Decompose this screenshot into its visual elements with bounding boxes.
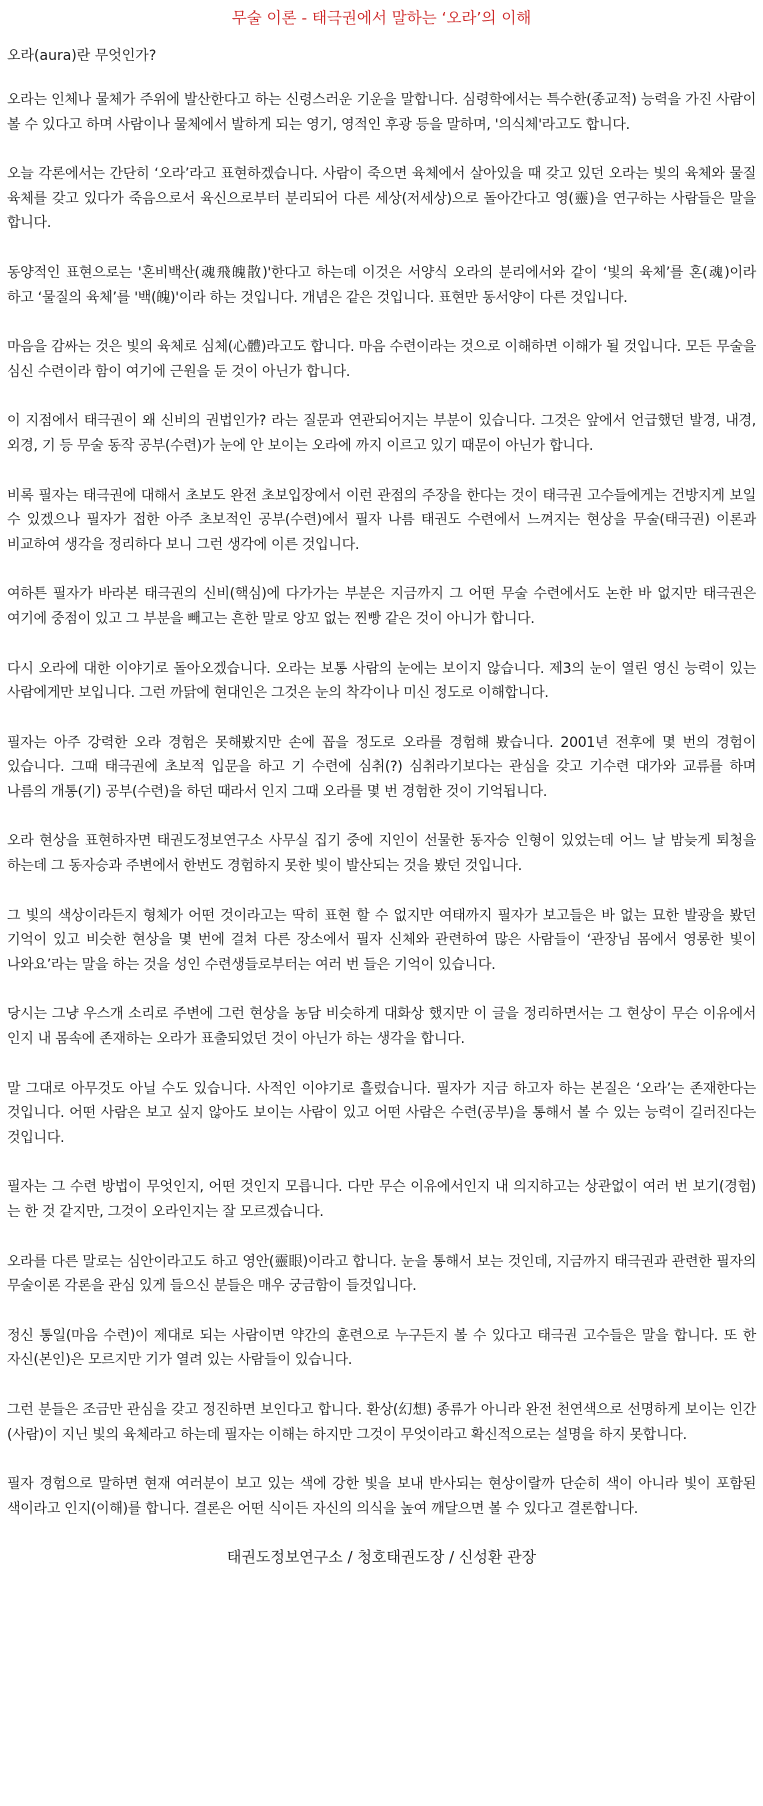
article-paragraph: 오늘 각론에서는 간단히 ‘오라’라고 표현하겠습니다. 사람이 죽으면 육체에서 살아있을 때 갖고 있던 오라는 빛의 육체와 물질 육체를 갖고 있다가 죽음으로서 육신으로부터 분리되어 다른 세상(저세상)으로 돌아간다고 영(靈)을 연구하는 사람들은 말을 합니다. — [7, 166, 756, 232]
article-paragraph: 비록 필자는 태극권에 대해서 초보도 완전 초보입장에서 이런 관점의 주장을 한다는 것이 태극권 고수들에게는 건방지게 보일 수 있겠으나 필자가 접한 아주 초보적인 공부(수련)에서 필자 나름 태권도 수련에서 느껴지는 현상을 무술(태극권) 이론과 비교하여 생각을 정리하다 보니 그런 생각에 이른 것입니다. — [7, 487, 756, 553]
article-paragraph: 마음을 감싸는 것은 빛의 육체로 심체(心體)라고도 합니다. 마음 수련이라는 것으로 이해하면 이해가 될 것입니다. 모든 무술을 심신 수련이라 함이 여기에 근원을 둔 것이 아닌가 합니다. — [7, 339, 756, 380]
article-paragraph: 말 그대로 아무것도 아닐 수도 있습니다. 사적인 이야기로 흘렀습니다. 필자가 지금 하고자 하는 본질은 ‘오라’는 존재한다는 것입니다. 어떤 사람은 보고 싶지 않아도 보이는 사람이 있고 어떤 사람은 수련(공부)을 통해서 볼 수 있는 능력이 길러진다는 것입니다. — [7, 1080, 756, 1146]
article-body — [7, 88, 756, 1521]
article-paragraph: 이 지점에서 태극권이 왜 신비의 권법인가? 라는 질문과 연관되어지는 부분이 있습니다. 그것은 앞에서 언급했던 발경, 내경, 외경, 기 등 무술 동작 공부(수련)가 눈에 안 보이는 오라에 까지 이르고 있기 때문이 아닌가 합니다. — [7, 413, 756, 454]
article-paragraph: 오라는 인체나 물체가 주위에 발산한다고 하는 신령스러운 기운을 말합니다. 심령학에서는 특수한(종교적) 능력을 가진 사람이 볼 수 있다고 하며 사람이나 물체에서 발하게 되는 영기, 영적인 후광 등을 말하며, '의식체'라고도 합니다. — [7, 92, 756, 133]
article-paragraph: 필자 경험으로 말하면 현재 여러분이 보고 있는 색에 강한 빛을 보내 반사되는 현상이랄까 단순히 색이 아니라 빛이 포함된 색이라고 인지(이해)를 합니다. 결론은 어떤 식이든 자신의 의식을 높여 깨달으면 볼 수 있다고 결론합니다. — [7, 1476, 756, 1517]
article-paragraph: 오라 현상을 표현하자면 태권도정보연구소 사무실 집기 중에 지인이 선물한 동자승 인형이 있었는데 어느 날 밤늦게 퇴청을 하는데 그 동자승과 주변에서 한번도 경험하지 못한 빛이 발산되는 것을 봤던 것입니다. — [7, 833, 756, 875]
article-paragraph: 그런 분들은 조금만 관심을 갖고 정진하면 보인다고 합니다. 환상(幻想) 종류가 아니라 완전 천연색으로 선명하게 보이는 인간(사람)이 지닌 빛의 육체라고 하는데 필자는 이해는 하지만 그것이 무엇이라고 확신적으로는 설명을 하지 못합니다. — [7, 1401, 756, 1443]
article-paragraph: 오라를 다른 말로는 심안이라고도 하고 영안(靈眼)이라고 합니다. 눈을 통해서 보는 것인데, 지금까지 태극권과 관련한 필자의 무술이론 각론을 관심 있게 들으신 분들은 매우 궁금함이 들것입니다. — [7, 1253, 756, 1295]
article-paragraph: 필자는 그 수련 방법이 무엇인지, 어떤 것인지 모릅니다. 다만 무슨 이유에서인지 내 의지하고는 상관없이 여러 번 보기(경험)는 한 것 같지만, 그것이 오라인지는 잘 모르겠습니다. — [7, 1179, 756, 1220]
author-signature: 태권도정보연구소 / 청호태권도장 / 신성환 관장 — [226, 1548, 537, 1567]
article-paragraph: 동양적인 표현으로는 '혼비백산(魂飛魄散)'한다고 하는데 이것은 서양식 오라의 분리에서와 같이 ‘빛의 육체’를 혼(魂)이라 하고 ‘물질의 육체’를 '백(魄)'이라 하는 것입니다. 개념은 같은 것입니다. 표현만 동서양이 다른 것입니다. — [7, 264, 756, 306]
article-title: 무술 이론 - 태극권에서 말하는 ‘오라’의 이해 — [231, 9, 532, 27]
article-paragraph: 필자는 아주 강력한 오라 경험은 못해봤지만 손에 꼽을 정도로 오라를 경험해 봤습니다. 2001년 전후에 몇 번의 경험이 있습니다. 그때 태극권에 초보적 입문을 하고 기 수련에 심취(?) 심취라기보다는 관심을 갖고 기수련 대가와 교류를 하며 나름의 개통(기) 공부(수련)을 하던 때라서 인지 그때 오라를 몇 번 경험한 것이 기억됩니다. — [7, 734, 756, 800]
article-paragraph: 당시는 그냥 우스개 소리로 주변에 그런 현상을 농담 비슷하게 대화상 했지만 이 글을 정리하면서는 그 현상이 무슨 이유에서 인지 내 몸속에 존재하는 오라가 표출되었던 것이 아닌가 하는 생각을 합니다. — [7, 1006, 756, 1048]
article-paragraph: 다시 오라에 대한 이야기로 돌아오겠습니다. 오라는 보통 사람의 눈에는 보이지 않습니다. 제3의 눈이 열린 영신 능력이 있는 사람에게만 보입니다. 그런 까닭에 현대인은 그것은 눈의 착각이나 미신 정도로 이해합니다. — [7, 660, 756, 702]
article-paragraph: 그 빛의 색상이라든지 형체가 어떤 것이라고는 딱히 표현 할 수 없지만 여태까지 필자가 보고들은 바 없는 묘한 발광을 봤던 기억이 있고 비슷한 현상을 몇 번에 걸쳐 다른 장소에서 필자 신체와 관련하여 많은 사람들이 ‘관장님 몸에서 영롱한 빛이 나와요’라는 말을 하는 것을 성인 수련생들로부터는 여러 번 들은 기억이 있습니다. — [7, 907, 756, 973]
article-question: 오라(aura)란 무엇인가? — [7, 48, 157, 64]
article-paragraph: 정신 통일(마음 수련)이 제대로 되는 사람이면 약간의 훈련으로 누구든지 볼 수 있다고 태극권 고수들은 말을 합니다. 또 한 자신(본인)은 모르지만 기가 열려 있는 사람들이 있습니다. — [7, 1327, 756, 1369]
article-paragraph: 여하튼 필자가 바라본 태극권의 신비(핵심)에 다가가는 부분은 지금까지 그 어떤 무술 수련에서도 논한 바 없지만 태극권은 여기에 중점이 있고 그 부분을 빼고는 흔한 말로 앙꼬 없는 찐빵 같은 것이 아니가 합니다. — [7, 586, 756, 627]
